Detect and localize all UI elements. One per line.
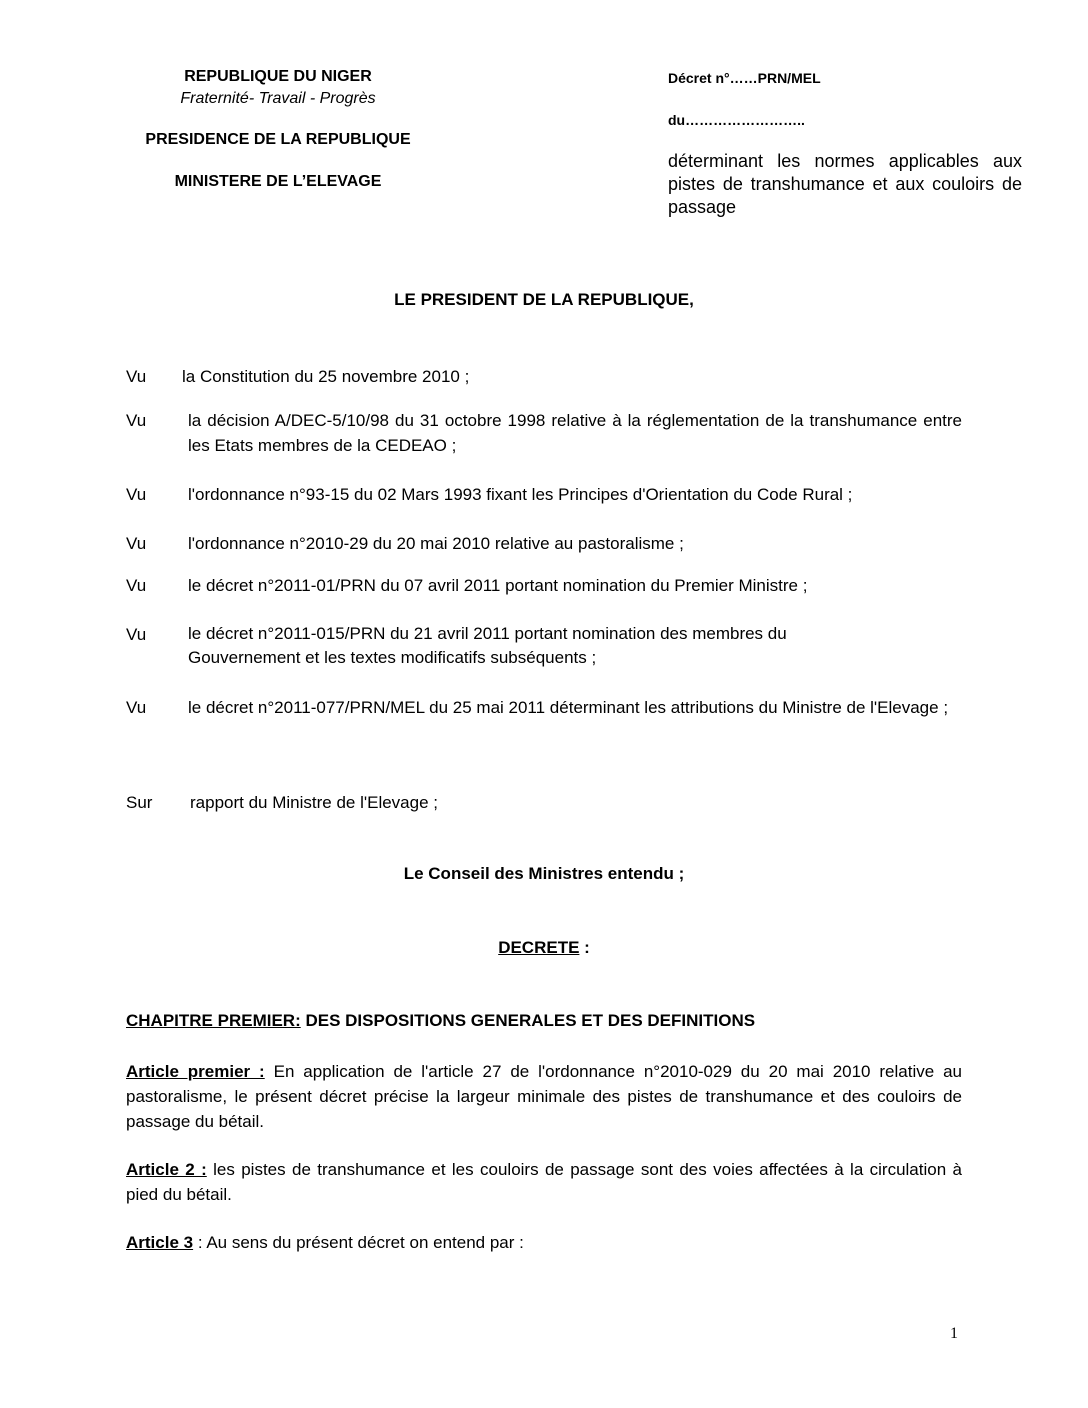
decrete-word: DECRETE: [498, 938, 580, 957]
vu-text: le décret n°2011-01/PRN du 07 avril 2011 portant nomination du Premier Ministre ;: [188, 576, 808, 595]
vu-label: Vu: [126, 411, 147, 430]
article-2: [126, 1157, 962, 1207]
sur-label: Sur: [126, 793, 153, 812]
vu-label: Vu: [126, 625, 147, 644]
vu-text: le décret n°2011-015/PRN du 21 avril 2011 portant nomination des membres du Gouvernement et les textes modificatifs subséquents ;: [188, 624, 787, 667]
vu-label: Vu: [126, 485, 147, 504]
article-text: En application de l'article 27 de l'ordonnance n°2010-029 du 20 mai 2010 relative au pastoralisme, le présent décret précise la largeur minimale des pistes de transhumance et des couloirs de passage du bétail.: [126, 1062, 962, 1131]
chapter-heading: [126, 1011, 976, 1031]
vu-label: Vu: [126, 367, 147, 386]
article-label: Article 2 :: [126, 1160, 207, 1179]
article-text: : Au sens du présent décret on entend par :: [193, 1233, 524, 1252]
decree-number: Décret n°……PRN/MEL: [668, 70, 821, 86]
vu-label: Vu: [126, 576, 147, 595]
article-label: Article 3: [126, 1233, 194, 1252]
decrete-suffix: :: [579, 938, 590, 957]
council-line: Le Conseil des Ministres entendu ;: [403, 864, 685, 883]
article-premier: [126, 1059, 962, 1134]
presidency-name: PRESIDENCE DE LA REPUBLIQUE: [145, 131, 411, 148]
chapter-label: CHAPITRE PREMIER:: [126, 1011, 301, 1030]
vu-text: l'ordonnance n°2010-29 du 20 mai 2010 relative au pastoralisme ;: [188, 534, 684, 553]
vu-label: Vu: [126, 698, 147, 717]
decree-date: du……………………..: [668, 112, 805, 128]
vu-text: la décision A/DEC-5/10/98 du 31 octobre 1998 relative à la réglementation de la transhumance entre les Etats membres de la CEDEAO ;: [188, 411, 962, 455]
decrete-heading: [0, 938, 1088, 958]
sur-text: rapport du Ministre de l'Elevage ;: [190, 793, 438, 812]
president-heading: LE PRESIDENT DE LA REPUBLIQUE,: [394, 290, 694, 309]
article-3: [126, 1230, 962, 1255]
decree-subject: déterminant les normes applicables aux pistes de transhumance et aux couloirs de passage: [668, 151, 1022, 217]
article-text: les pistes de transhumance et les couloirs de passage sont des voies affectées à la circulation à pied du bétail.: [126, 1160, 962, 1204]
country-name: REPUBLIQUE DU NIGER: [184, 68, 372, 85]
ministry-name: MINISTERE DE L’ELEVAGE: [174, 173, 382, 190]
article-label: Article premier :: [126, 1062, 265, 1081]
chapter-title: DES DISPOSITIONS GENERALES ET DES DEFINITIONS: [300, 1011, 756, 1030]
vu-text: le décret n°2011-077/PRN/MEL du 25 mai 2011 déterminant les attributions du Ministre de l'Elevage ;: [188, 698, 949, 717]
vu-label: Vu: [126, 534, 147, 553]
vu-text: la Constitution du 25 novembre 2010 ;: [182, 367, 470, 386]
page-number: 1: [950, 1325, 958, 1342]
vu-text: l'ordonnance n°93-15 du 02 Mars 1993 fixant les Principes d'Orientation du Code Rural ;: [188, 485, 853, 504]
national-motto: Fraternité- Travail - Progrès: [180, 90, 376, 107]
